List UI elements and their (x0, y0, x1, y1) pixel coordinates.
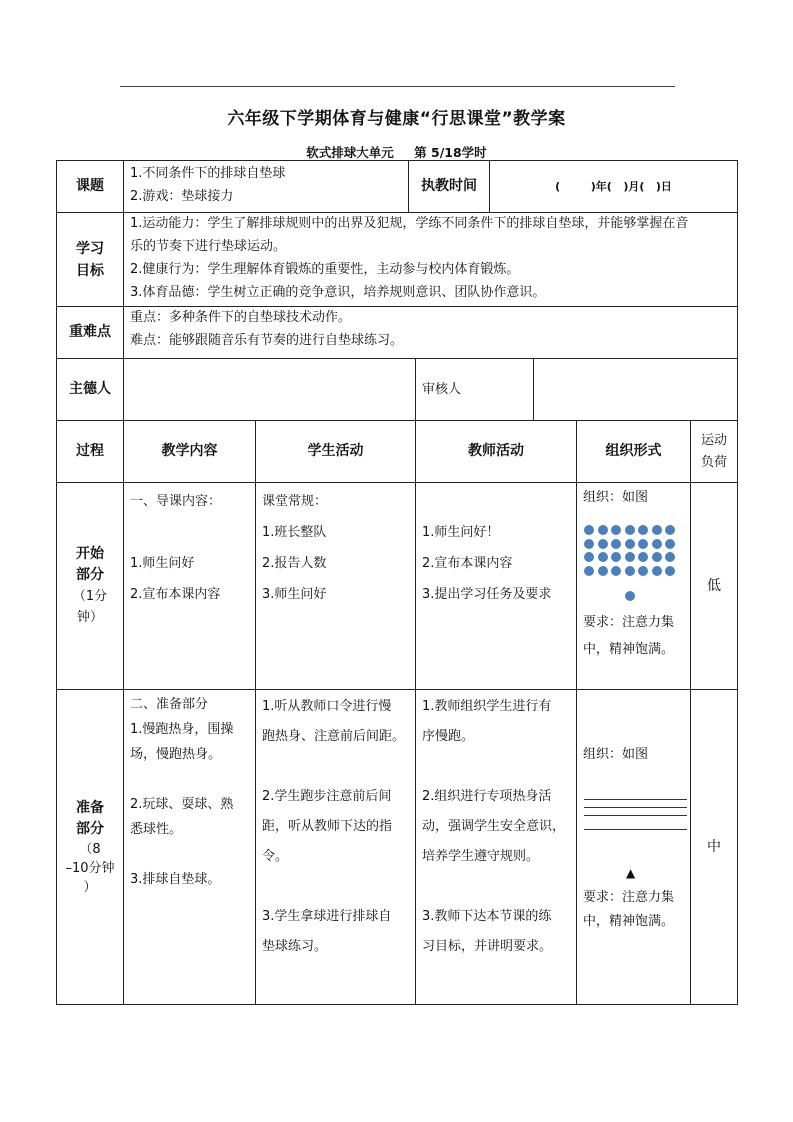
stage2-duration: （8 –10分钟 ） (65, 841, 115, 895)
key-points-content (130, 306, 730, 352)
student-dot (611, 539, 621, 549)
student-line: 3.学生拿球进行排球自 (262, 909, 392, 924)
student-dot (625, 539, 635, 549)
requirement-line: 中，精神饱满。 (583, 914, 675, 929)
reviewer-value[interactable] (534, 359, 737, 420)
time-label: 执教时间 (421, 178, 477, 194)
student-dot (652, 566, 662, 576)
objective-line: 1.运动能力：学生了解排球规则中的出界及犯规，学练不同条件下的排球自垫球，并能够掌握在音 (130, 216, 689, 231)
topic-label: 课题 (76, 178, 104, 194)
objective-line: 乐的节奏下进行垫球运动。 (130, 239, 287, 254)
key-point-line: 难点：能够跟随音乐有节奏的进行自垫球练习。 (130, 333, 404, 348)
student-dot (665, 566, 675, 576)
student-dot (638, 525, 648, 535)
teacher-line (422, 486, 551, 517)
content-line: 1.师生问好 (130, 556, 195, 571)
content-line: 2.宣布本课内容 (130, 587, 221, 602)
content-line (130, 517, 221, 548)
key-points-label: 重难点 (69, 324, 111, 340)
stage2-student (262, 692, 405, 962)
teacher-header: 教师活动 (468, 443, 524, 459)
student-dot (625, 566, 635, 576)
requirement-line: 要求：注意力集 (583, 890, 675, 905)
stage1-org-requirement (583, 609, 674, 663)
reviewer-label: 审核人 (422, 382, 462, 397)
student-line: 课堂常规： (262, 494, 328, 509)
stage2-org-label: 组织：如图 (583, 747, 649, 762)
stage1-load: 低 (707, 577, 721, 594)
student-line: 垫球练习。 (262, 939, 328, 954)
formation-line (584, 799, 687, 800)
teacher-line (422, 752, 565, 782)
topic-content (130, 162, 405, 208)
student-line: 2.报告人数 (262, 556, 327, 571)
student-dot (652, 539, 662, 549)
student-dot (598, 566, 608, 576)
requirement-line: 要求：注意力集 (583, 615, 675, 630)
stage2-content (130, 692, 233, 892)
stage2-teacher (422, 692, 565, 962)
student-dot (611, 525, 621, 535)
student-line: 1.班长整队 (262, 525, 327, 540)
student-header: 学生活动 (307, 443, 364, 459)
topic-line: 2.游戏：垫球接力 (130, 189, 234, 204)
student-dot (584, 525, 594, 535)
teacher-line: 习目标，并讲明要求。 (422, 939, 553, 954)
student-dot (652, 552, 662, 562)
author-value[interactable] (124, 359, 415, 420)
objectives-content (130, 212, 735, 304)
content-line: 2.玩球、耍球、熟 (130, 797, 234, 812)
formation-line (584, 829, 687, 830)
page-title: 六年级下学期体育与健康“行思课堂”教学案 (227, 109, 566, 129)
student-dot (598, 525, 608, 535)
stage1-duration: （1分 钟） (72, 589, 108, 625)
student-line: 3.师生问好 (262, 587, 327, 602)
student-dot (665, 525, 675, 535)
student-dot (611, 566, 621, 576)
stage1-name: 开始 部分 (76, 546, 104, 583)
student-line: 2.学生跑步注意前后间 (262, 789, 392, 804)
stage1-teacher (422, 486, 551, 610)
load-header: 运动 负荷 (700, 432, 727, 470)
content-line: 二、准备部分 (130, 697, 209, 712)
teacher-dot (625, 591, 635, 601)
content-line: 场，慢跑热身。 (130, 747, 222, 762)
teacher-line: 1.师生问好！ (422, 525, 500, 540)
lesson-number: 第 5/18学时 (414, 145, 487, 160)
student-dot (625, 525, 635, 535)
teacher-position-triangle-icon: ▲ (626, 866, 636, 880)
stage2-label (57, 690, 123, 1004)
content-header: 教学内容 (161, 443, 218, 459)
teacher-line (422, 872, 565, 902)
student-dot (665, 552, 675, 562)
teacher-line: 2.组织进行专项热身活 (422, 789, 552, 804)
student-line (262, 872, 405, 902)
process-header: 过程 (76, 443, 104, 459)
student-dot (638, 552, 648, 562)
teacher-line: 动，强调学生安全意识， (422, 819, 566, 834)
stage1-student (262, 486, 327, 610)
objective-line: 2.健康行为：学生理解体育锻炼的重要性，主动参与校内体育锻炼。 (130, 262, 520, 277)
stage1-label (57, 483, 123, 689)
unit-name: 软式排球大单元 (306, 145, 394, 160)
teacher-line: 3.教师下达本节课的练 (422, 909, 552, 924)
student-line: 令。 (262, 849, 289, 864)
student-line: 1.听从教师口令进行慢 (262, 699, 392, 714)
student-dot (598, 539, 608, 549)
objective-label: 学习 目标 (76, 240, 104, 279)
formation-line (584, 815, 687, 816)
objective-line: 3.体育品德：学生树立正确的竞争意识，培养规则意识、团队协作意识。 (130, 285, 546, 300)
content-line: 3.排球自垫球。 (130, 872, 221, 887)
student-dot (652, 525, 662, 535)
student-dot (665, 539, 675, 549)
stage2-name: 准备 部分 (76, 799, 104, 837)
student-dot (584, 539, 594, 549)
student-dot (638, 539, 648, 549)
content-line: 悉球性。 (130, 822, 183, 837)
student-dot (584, 552, 594, 562)
student-dot (611, 552, 621, 562)
stage2-org-requirement (583, 886, 674, 934)
formation-line (584, 807, 687, 808)
student-line: 跑热身、注意前后间距。 (262, 729, 406, 744)
student-dot (598, 552, 608, 562)
teacher-line: 2.宣布本课内容 (422, 556, 513, 571)
key-point-line: 重点：多种条件下的自垫球技术动作。 (130, 310, 352, 325)
student-dot (638, 566, 648, 576)
student-line: 距，听从教师下达的指 (262, 819, 393, 834)
content-line: 一、导课内容： (130, 494, 222, 509)
requirement-line: 中，精神饱满。 (583, 642, 675, 657)
student-dot (584, 566, 594, 576)
topic-line: 1.不同条件下的排球自垫球 (130, 166, 286, 181)
author-label: 主德人 (69, 381, 111, 397)
organization-header: 组织形式 (605, 443, 662, 459)
time-value[interactable]: ( )年( )月( )日 (555, 180, 672, 193)
content-line (130, 842, 233, 867)
teacher-line: 1.教师组织学生进行有 (422, 699, 552, 714)
stage2-load: 中 (707, 838, 721, 855)
teacher-line: 3.提出学习任务及要求 (422, 587, 552, 602)
teacher-line: 序慢跑。 (422, 729, 475, 744)
content-line: 1.慢跑热身，围操 (130, 722, 234, 737)
student-line (262, 752, 405, 782)
stage1-org-label: 组织：如图 (583, 490, 649, 505)
teacher-line: 培养学生遵守规则。 (422, 849, 540, 864)
content-line (130, 767, 233, 792)
stage1-content (130, 486, 221, 610)
student-dot (625, 552, 635, 562)
